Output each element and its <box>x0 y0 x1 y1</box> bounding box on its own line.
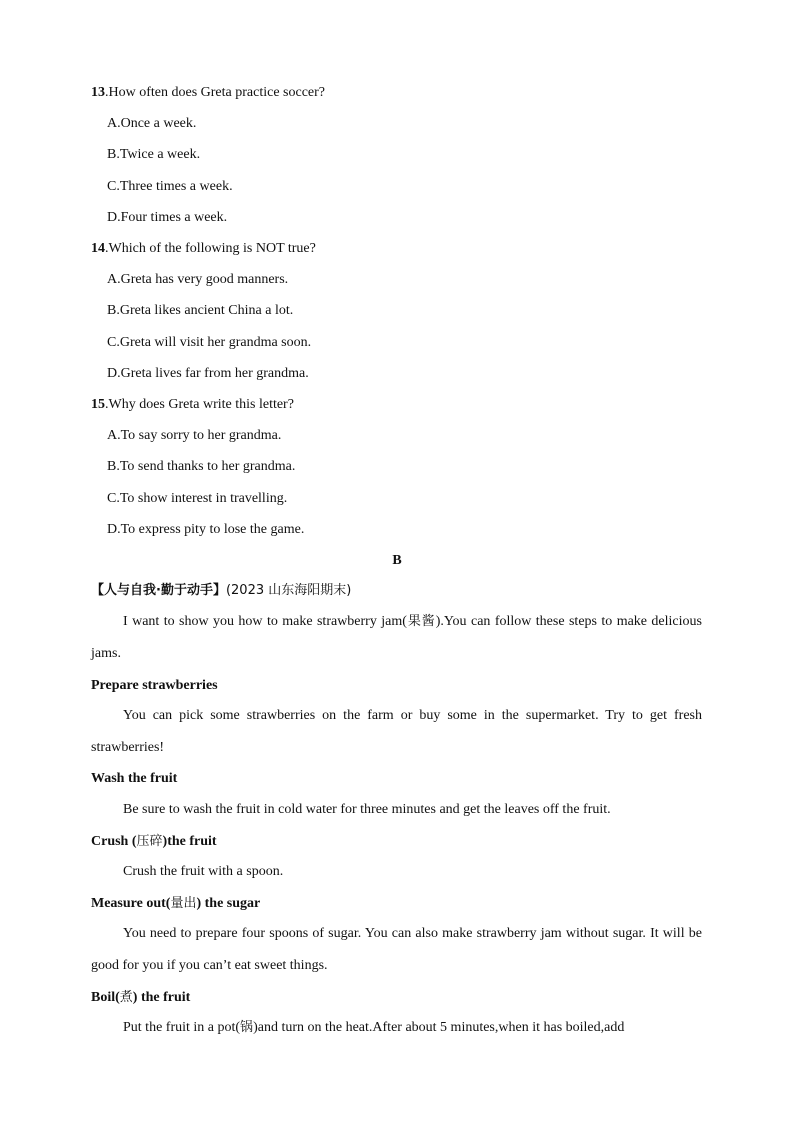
step-heading-text: Crush ( <box>91 834 137 849</box>
question-15 <box>91 396 294 414</box>
step-text-prepare: You can pick some strawberries on the farm or buy some in the supermarket. Try to get fresh strawberries! <box>91 708 702 755</box>
step-text-rest: )and turn on the heat.After about 5 minutes,when it has boiled,add <box>253 1020 625 1035</box>
step-heading-gloss: 煮 <box>119 990 133 1005</box>
step-heading-text: Measure out( <box>91 896 171 911</box>
passage-theme-label: 【人与自我·勤于动手】 <box>91 583 226 598</box>
q13-option-d: D.Four times a week. <box>107 210 228 225</box>
section-letter: B <box>392 553 402 568</box>
q14-option-a: A.Greta has very good manners. <box>107 272 289 287</box>
question-13 <box>91 84 325 102</box>
step-heading-text-rest: ) the fruit <box>132 990 191 1005</box>
step-heading-prepare <box>91 677 218 695</box>
step-heading-text-rest: ) the sugar <box>196 896 261 911</box>
q15-option-b: B.To send thanks to her grandma. <box>107 459 296 474</box>
step-text-measure: You need to prepare four spoons of sugar. You can also make strawberry jam without sugar. It will be good for you if you can’t eat sweet things. <box>91 926 702 973</box>
step-heading-text-rest: )the fruit <box>162 834 217 849</box>
q14-option-d: D.Greta lives far from her grandma. <box>107 366 309 381</box>
q13-option-b: B.Twice a week. <box>107 147 201 162</box>
intro-text: I want to show you how to make strawberry jam( <box>123 614 407 629</box>
step-heading-gloss: 压碎 <box>136 834 163 849</box>
question-number: 13 <box>91 85 105 100</box>
step-text-gloss: 锅 <box>240 1020 254 1035</box>
q15-option-c: C.To show interest in travelling. <box>107 491 288 506</box>
question-stem: .Which of the following is NOT true? <box>105 241 316 256</box>
step-heading-crush <box>91 833 217 851</box>
intro-gloss: 果酱 <box>406 614 436 629</box>
step-heading-measure <box>91 895 260 913</box>
step-heading-text: Prepare strawberries <box>91 678 218 693</box>
question-stem: .How often does Greta practice soccer? <box>105 85 326 100</box>
q13-option-a: A.Once a week. <box>107 116 197 131</box>
question-number: 15 <box>91 397 105 412</box>
step-heading-boil <box>91 989 190 1007</box>
intro-text-rest: ).You can follow these steps to make delicious jams. <box>91 614 702 661</box>
q15-option-a: A.To say sorry to her grandma. <box>107 428 282 443</box>
q15-option-d: D.To express pity to lose the game. <box>107 522 305 537</box>
q14-option-b: B.Greta likes ancient China a lot. <box>107 303 294 318</box>
passage-source: (2023 山东海阳期末) <box>225 583 352 598</box>
step-heading-text: Wash the fruit <box>91 771 178 786</box>
step-text-boil <box>91 1012 702 1044</box>
step-heading-text: Boil( <box>91 990 120 1005</box>
step-heading-gloss: 量出 <box>170 896 197 911</box>
question-stem: .Why does Greta write this letter? <box>105 397 294 412</box>
passage-tag <box>91 582 351 600</box>
q13-option-c: C.Three times a week. <box>107 179 233 194</box>
question-14 <box>91 240 316 258</box>
q14-option-c: C.Greta will visit her grandma soon. <box>107 335 312 350</box>
step-text-crush: Crush the fruit with a spoon. <box>123 864 284 879</box>
step-text-wash: Be sure to wash the fruit in cold water for three minutes and get the leaves off the fruit. <box>123 802 611 817</box>
intro-paragraph <box>91 606 702 670</box>
step-text: Put the fruit in a pot( <box>123 1020 241 1035</box>
step-heading-wash <box>91 770 177 788</box>
question-number: 14 <box>91 241 105 256</box>
